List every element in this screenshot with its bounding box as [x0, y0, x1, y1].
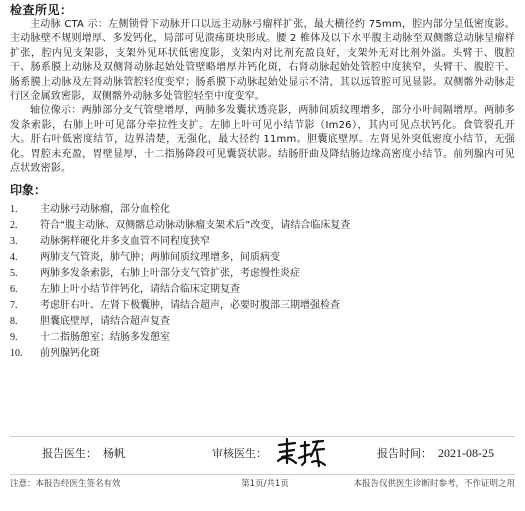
impression-item [10, 234, 515, 250]
reviewer-block [202, 436, 367, 470]
impression-item-text: 十二指肠憩室；结肠多发憩室 [40, 332, 170, 344]
reporter-name: 杨帆 [103, 447, 125, 460]
footer-page-indicator: 第1页/共1页 [241, 479, 289, 489]
impression-item-number: 1. [10, 204, 18, 216]
impression-item [10, 202, 515, 218]
impression-list [10, 202, 515, 362]
impression-item-text: 前列腺钙化斑 [40, 348, 100, 360]
impression-item-text: 胆囊底壁厚，请结合超声复查 [40, 316, 170, 328]
impression-item-text: 左肺上叶小结节伴钙化，请结合临床定期复查 [40, 284, 240, 296]
impression-item [10, 298, 515, 314]
footer-note-bar [10, 474, 515, 493]
impression-item-number: 6. [10, 284, 18, 296]
impression-item-number: 10. [10, 348, 23, 360]
impression-item-text: 符合“腹主动脉、双侧髂总动脉动脉瘤支架术后”改变，请结合临床复查 [40, 220, 351, 232]
impression-item-number: 9. [10, 332, 18, 344]
impression-item-number: 4. [10, 252, 18, 264]
impression-item-text: 两肺多发条索影，右肺上叶部分支气管扩张，考虑慢性炎症 [40, 268, 300, 280]
impression-item [10, 282, 515, 298]
report-date-value: 2021-08-25 [438, 445, 494, 460]
impression-item-number: 5. [10, 268, 18, 280]
footer-disclaimer: 本报告仅供医生诊断时参考，不作证明之用 [353, 479, 515, 489]
impression-item [10, 314, 515, 330]
reviewer-label: 审核医生： [212, 447, 267, 460]
impression-item [10, 266, 515, 282]
findings-paragraph-axial: 轴位像示：两肺部分支气管壁增厚，两肺多发囊状透亮影，两肺间质纹理增多，部分小叶间隔增厚。两肺多发条索影，右肺上叶可见部分牵拉性支扩。左肺上叶可见小结节影（Im26），其内可见点状钙化。食管裂孔开大。肝右叶低密度结节，边界清楚，无强化，最大径约 11mm。胆囊底壁厚。左肾见外突低密度小结节，无强化。胃腔未充盈，胃壁显厚，十二指肠降段可见囊袋状影。结肠肝曲及降结肠边缘高密度小结节。前列腺内可见点状致密影。 [10, 105, 515, 175]
impression-item [10, 218, 515, 234]
impression-item [10, 250, 515, 266]
report-date-label: 报告时间： [377, 447, 432, 460]
signature-bar [10, 436, 515, 469]
reporter-block [10, 445, 202, 461]
footer-signature-note: 注意：本报告经医生签名有效 [10, 479, 121, 489]
impression-item-text: 动脉粥样硬化并多支血管不同程度狭窄 [40, 236, 210, 248]
impression-item-number: 3. [10, 236, 18, 248]
findings-title: 检查所见： [10, 3, 73, 17]
report-date-block [367, 445, 494, 461]
impression-item-number: 7. [10, 300, 18, 312]
impression-item [10, 330, 515, 346]
impression-item-text: 两肺支气管炎，肺气肿；两肺间质纹理增多，间质病变 [40, 252, 280, 264]
impression-item-number: 2. [10, 220, 18, 232]
reporter-label: 报告医生： [42, 447, 97, 460]
impression-title: 印象： [10, 183, 47, 198]
impression-item-text: 主动脉弓动脉瘤，部分血栓化 [40, 204, 170, 216]
reviewer-handwritten-signature [275, 436, 327, 470]
findings-paragraph-cta: 主动脉 CTA 示：左侧锁骨下动脉开口以远主动脉弓瘤样扩张，最大横径约 75mm，腔内部分呈低密度影。主动脉壁不规则增厚、多发钙化，局部可见溃疡斑块形成。腰 2 椎体及以下水平腹主动脉至双侧髂总动脉呈瘤样扩张，腔内见支架影，支架外见环状低密度影，支架内对比剂充盈良好，支架外无对比剂外溢。头臂干、腹腔干、肠系膜上动脉及双侧肾动脉起始处管壁略增厚并钙化斑，右肾动脉起始处管腔中度狭窄，头臂干、腹腔干、肠系膜上动脉及左肾动脉管腔轻度变窄；肠系膜下动脉起始处显示不清，其以远管腔可见显影。双侧髂外动脉走行区金属致密影，双侧髂外动脉多处管腔轻至中度变窄。 [10, 19, 515, 103]
impression-item [10, 346, 515, 362]
impression-item-text: 考虑肝右叶、左肾下极囊肿，请结合超声，必要时腹部三期增强检查 [40, 300, 340, 312]
impression-item-number: 8. [10, 316, 18, 328]
